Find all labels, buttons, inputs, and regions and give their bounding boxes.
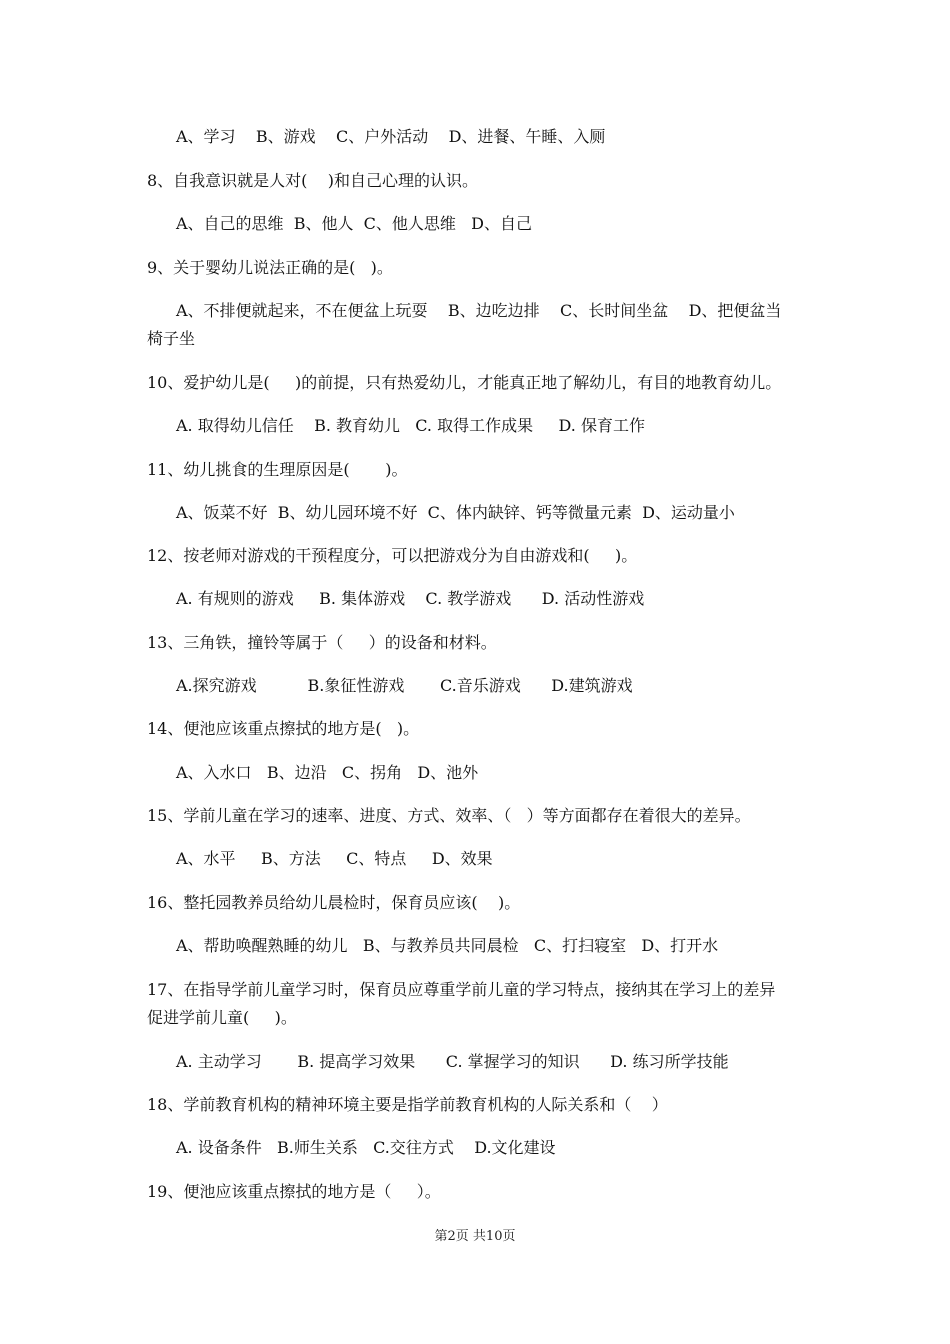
continuation-line: 促进学前儿童( )。 <box>147 1008 297 1027</box>
options-line: A. 设备条件 B.师生关系 C.交往方式 D.文化建设 <box>176 1138 556 1157</box>
options-line: A、不排便就起来，不在便盆上玩耍 B、边吃边排 C、长时间坐盆 D、把便盆当 <box>176 301 782 320</box>
options-line: A、学习 B、游戏 C、户外活动 D、进餐、午睡、入厕 <box>176 127 606 146</box>
question-line: 10、爱护幼儿是( )的前提，只有热爱幼儿，才能真正地了解幼儿，有目的地教育幼儿。 <box>147 373 782 392</box>
options-line: A. 取得幼儿信任 B. 教育幼儿 C. 取得工作成果 D. 保育工作 <box>176 416 645 435</box>
question-line: 9、关于婴幼儿说法正确的是( )。 <box>147 258 393 277</box>
options-line: A、帮助唤醒熟睡的幼儿 B、与教养员共同晨检 C、打扫寝室 D、打开水 <box>176 936 719 955</box>
question-line: 15、学前儿童在学习的速率、进度、方式、效率、（ ）等方面都存在着很大的差异。 <box>147 806 751 825</box>
options-line: A、水平 B、方法 C、特点 D、效果 <box>176 849 493 868</box>
options-line: A、入水口 B、边沿 C、拐角 D、池外 <box>176 763 479 782</box>
options-line: A、饭菜不好 B、幼儿园环境不好 C、体内缺锌、钙等微量元素 D、运动量小 <box>176 503 735 522</box>
options-line: A. 有规则的游戏 B. 集体游戏 C. 教学游戏 D. 活动性游戏 <box>176 589 645 608</box>
options-line: A.探究游戏 B.象征性游戏 C.音乐游戏 D.建筑游戏 <box>176 676 633 695</box>
question-line: 11、幼儿挑食的生理原因是( )。 <box>147 460 408 479</box>
continuation-line: 椅子坐 <box>147 329 196 348</box>
page-number-footer: 第2页 共10页 <box>434 1229 516 1244</box>
question-line: 17、在指导学前儿童学习时，保育员应尊重学前儿童的学习特点，接纳其在学习上的差异 <box>147 980 776 999</box>
question-line: 8、自我意识就是人对( )和自己心理的认识。 <box>147 171 479 190</box>
question-line: 12、按老师对游戏的干预程度分，可以把游戏分为自由游戏和( )。 <box>147 546 638 565</box>
question-line: 14、便池应该重点擦拭的地方是( )。 <box>147 719 420 738</box>
options-line: A. 主动学习 B. 提高学习效果 C. 掌握学习的知识 D. 练习所学技能 <box>176 1052 729 1071</box>
options-line: A、自己的思维 B、他人 C、他人思维 D、自己 <box>176 214 532 233</box>
question-line: 19、便池应该重点擦拭的地方是（ ）。 <box>147 1182 441 1201</box>
question-line: 18、学前教育机构的精神环境主要是指学前教育机构的人际关系和（ ） <box>147 1095 668 1114</box>
question-line: 13、三角铁，撞铃等属于（ ）的设备和材料。 <box>147 633 497 652</box>
question-line: 16、整托园教养员给幼儿晨检时，保育员应该( )。 <box>147 893 521 912</box>
